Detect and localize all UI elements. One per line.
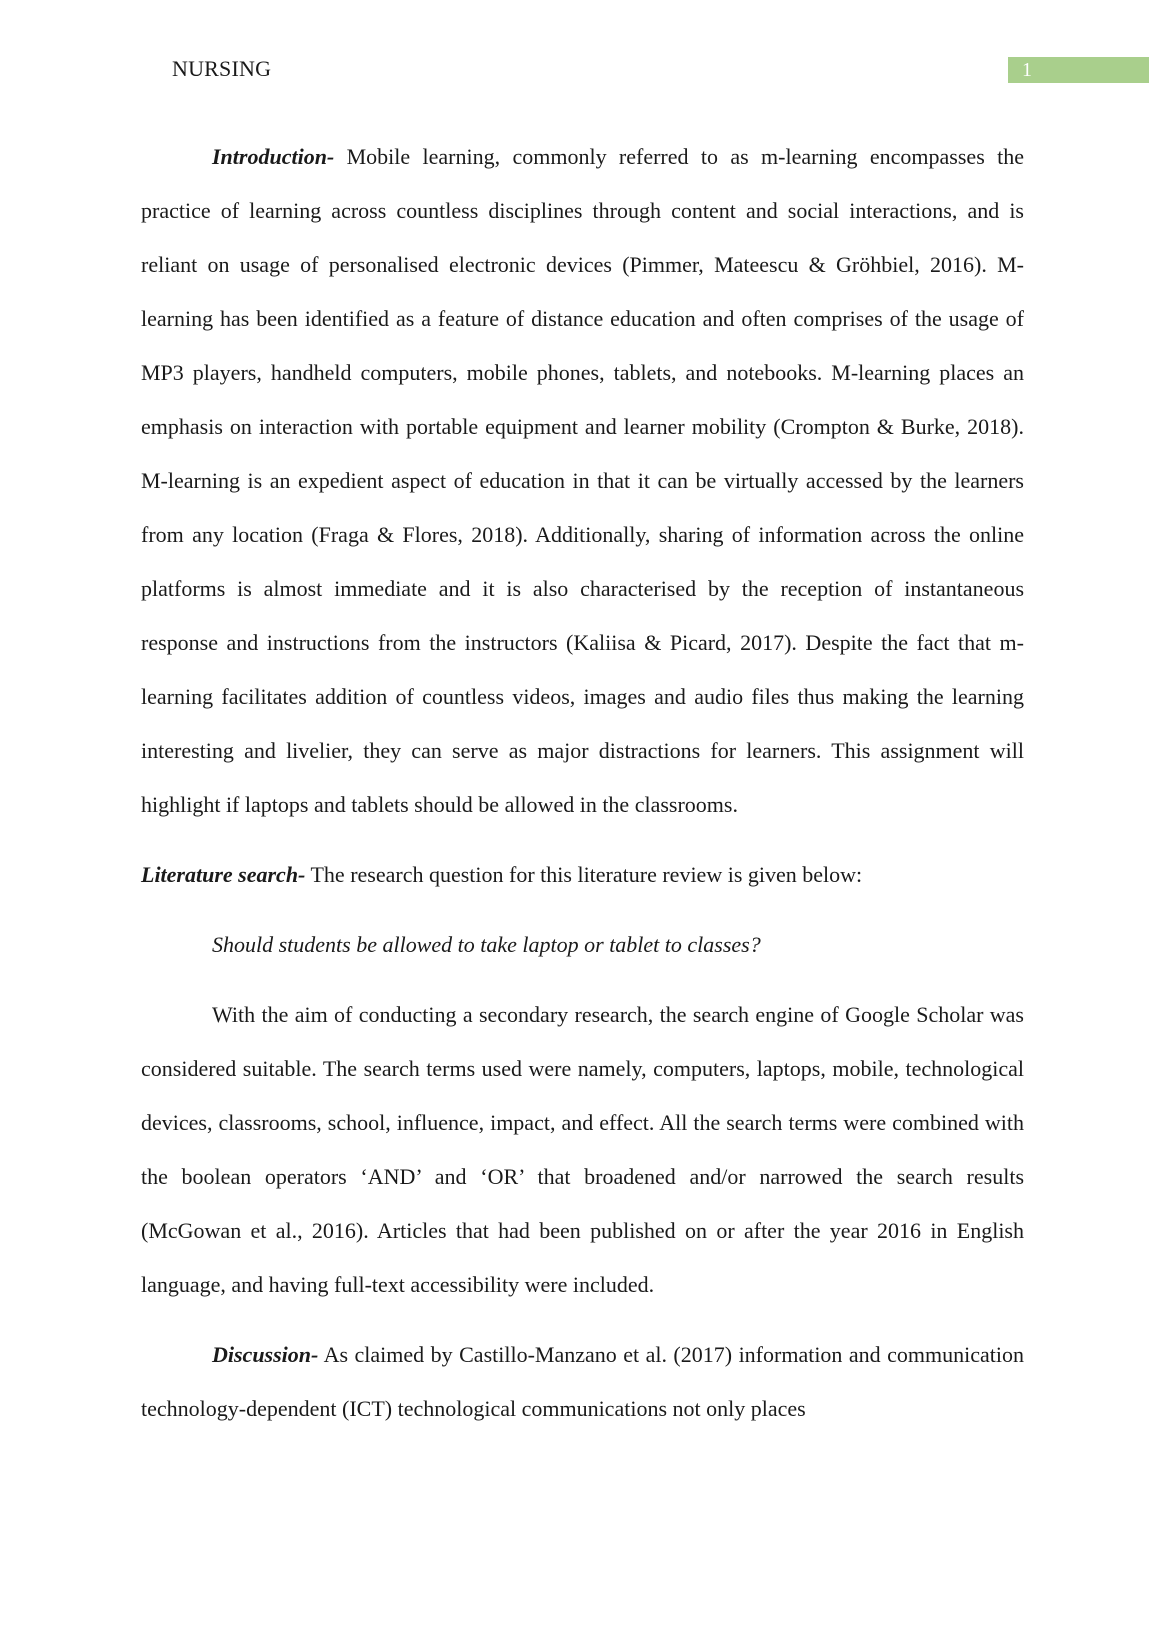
- introduction-paragraph: [141, 130, 1024, 832]
- document-body: [141, 130, 1024, 1436]
- discussion-text: As claimed by Castillo-Manzano et al. (2017) information and communication technology-dependent (ICT) technological communications not only places: [141, 1342, 1024, 1421]
- introduction-heading: Introduction-: [212, 144, 335, 169]
- literature-search-text: The research question for this literature review is given below:: [305, 862, 863, 887]
- search-strategy-paragraph: With the aim of conducting a secondary research, the search engine of Google Scholar was considered suitable. The search terms used were namely, computers, laptops, mobile, technological devices, classrooms, school, influence, impact, and effect. All the search terms were combined with the boolean operators ‘AND’ and ‘OR’ that broadened and/or narrowed the search results (McGowan et al., 2016). Articles that had been published on or after the year 2016 in English language, and having full-text accessibility were included.: [141, 1002, 1024, 1297]
- discussion-heading: Discussion-: [212, 1342, 319, 1367]
- literature-search-paragraph: [141, 848, 1024, 902]
- research-question: Should students be allowed to take laptop or tablet to classes?: [212, 932, 761, 957]
- page-number: 1: [1008, 57, 1149, 83]
- literature-search-heading: Literature search-: [141, 862, 306, 887]
- discussion-paragraph: [141, 1328, 1024, 1436]
- introduction-text: Mobile learning, commonly referred to as m-learning encompasses the practice of learning across countless disciplines through content and social interactions, and is reliant on usage of personalised electronic devices (Pimmer, Mateescu & Gröhbiel, 2016). M-learning has been identified as a feature of distance education and often comprises of the usage of MP3 players, handheld computers, mobile phones, tablets, and notebooks. M-learning places an emphasis on interaction with portable equipment and learner mobility (Crompton & Burke, 2018). M-learning is an expedient aspect of education in that it can be virtually accessed by the learners from any location (Fraga & Flores, 2018). Additionally, sharing of information across the online platforms is almost immediate and it is also characterised by the reception of instantaneous response and instructions from the instructors (Kaliisa & Picard, 2017). Despite the fact that m-learning facilitates addition of countless videos, images and audio files thus making the learning interesting and livelier, they can serve as major distractions for learners. This assignment will highlight if laptops and tablets should be allowed in the classrooms.: [141, 144, 1024, 817]
- running-head: NURSING: [172, 56, 272, 81]
